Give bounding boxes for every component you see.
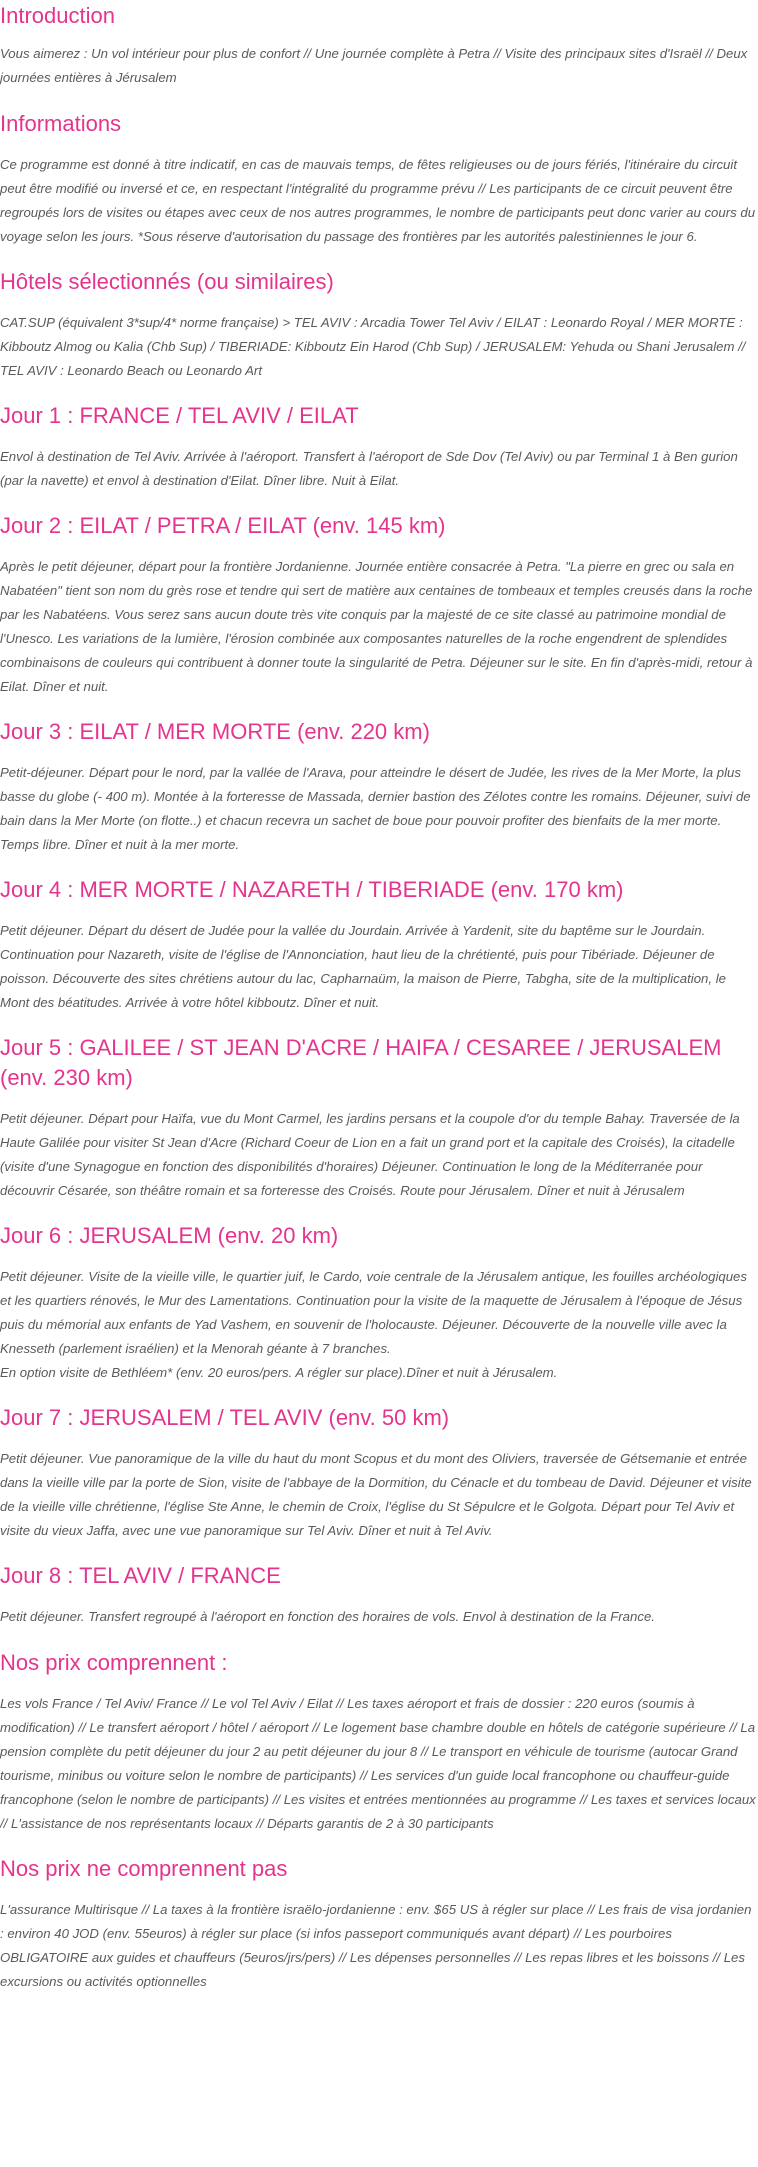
section-title: Jour 1 : FRANCE / TEL AVIV / EILAT <box>0 403 359 428</box>
section-body: Ce programme est donné à titre indicatif, en cas de mauvais temps, de fêtes religieuses ou de jours fériés, l'itinéraire du circuit peut être modifié ou inversé et ce, en respectant l'intégralité du programme prévu // Les participants de ce circuit peuvent être regroupés lors de visites ou étapes avec ceux de nos autres programmes, le nombre de participants peut donc varier au cours du voyage selon les jours. *Sous réserve d'autorisation du passage des frontières par les autorités palestiniennes le jour 6. <box>0 157 756 244</box>
section-body: L'assurance Multirisque // La taxes à la frontière israëlo-jordanienne : env. $65 US à régler sur place // Les frais de visa jordanien : environ 40 JOD (env. 55euros) à régler sur place (si infos passeport communiqués avant départ) // Les pourboires OBLIGATOIRE aux guides et chauffeurs (5euros/jrs/pers) // Les dépenses personnelles // Les repas libres et les boissons // Les excursions ou activités optionnelles <box>0 1902 752 1989</box>
section-day-5 <box>0 1033 758 1203</box>
section-body: Petit déjeuner. Départ du désert de Judée pour la vallée du Jourdain. Arrivée à Yardenit, site du baptême sur le Jourdain. Continuation pour Nazareth, visite de l'église de l'Annonciation, haut lieu de la chrétienté, puis pour Tibériade. Déjeuner de poisson. Découverte des sites chrétiens autour du lac, Capharnaüm, la maison de Pierre, Tabgha, site de la multiplication, le Mont des béatitudes. Arrivée à votre hôtel kibboutz. Dîner et nuit. <box>0 923 726 1010</box>
section-title: Jour 4 : MER MORTE / NAZARETH / TIBERIADE (env. 170 km) <box>0 877 624 902</box>
section-day-8 <box>0 1561 758 1629</box>
section-title: Hôtels sélectionnés (ou similaires) <box>0 269 334 294</box>
section-day-3 <box>0 717 758 857</box>
section-day-6 <box>0 1221 758 1385</box>
section-title: Jour 6 : JERUSALEM (env. 20 km) <box>0 1223 339 1248</box>
section-day-4 <box>0 875 758 1015</box>
section-body: Après le petit déjeuner, départ pour la frontière Jordanienne. Journée entière consacrée à Petra. "La pierre en grec ou sala en Nabatéen" tient son nom du grès rose et tendre qui sert de matière aux centaines de tombeaux et temples creusés dans la roche par les Nabatéens. Vous serez sans aucun doute très vite conquis par la majesté de ce site classé au patrimoine mondial de l'Unesco. Les variations de la lumière, l'érosion combinée aux composantes naturelles de la roche engendrent de splendides combinaisons de couleurs qui contribuent à donner toute la singularité de Petra. Déjeuner sur le site. En fin d'après-midi, retour à Eilat. Dîner et nuit. <box>0 559 753 694</box>
section-title: Jour 5 : GALILEE / ST JEAN D'ACRE / HAIFA / CESAREE / JERUSALEM (env. 230 km) <box>0 1035 722 1090</box>
section-body: Envol à destination de Tel Aviv. Arrivée à l'aéroport. Transfert à l'aéroport de Sde Dov (Tel Aviv) ou par Terminal 1 à Ben gurion (par la navette) et envol à destination d'Eilat. Dîner libre. Nuit à Eilat. <box>0 449 738 488</box>
section-title: Informations <box>0 111 122 136</box>
section-body: Vous aimerez : Un vol intérieur pour plus de confort // Une journée complète à Petra // Visite des principaux sites d'Israël // Deux journées entières à Jérusalem <box>0 46 748 85</box>
section-day-1 <box>0 401 758 493</box>
section-introduction <box>0 0 758 90</box>
section-title: Jour 7 : JERUSALEM / TEL AVIV (env. 50 km) <box>0 1405 450 1430</box>
section-title: Nos prix ne comprennent pas <box>0 1856 288 1881</box>
section-body: Petit déjeuner. Visite de la vieille ville, le quartier juif, le Cardo, voie centrale de la Jérusalem antique, les fouilles archéologiques et les quartiers rénovés, le Mur des Lamentations. Continuation pour la visite de la maquette de Jérusalem à l'époque de Jésus puis du mémorial aux enfants de Yad Vashem, en souvenir de l'holocauste. Déjeuner. Découverte de la nouvelle ville avec la Knesseth (parlement israélien) et la Menorah géante à 7 branches. En option visite de Bethléem* (env. 20 euros/pers. A régler sur place).Dîner et nuit à Jérusalem. <box>0 1269 747 1380</box>
section-informations <box>0 109 758 249</box>
section-body: Petit-déjeuner. Départ pour le nord, par la vallée de l'Arava, pour atteindre le désert de Judée, les rives de la Mer Morte, la plus basse du globe (- 400 m). Montée à la forteresse de Massada, dernier bastion des Zélotes contre les romains. Déjeuner, suivi de bain dans la Mer Morte (on flotte..) et chacun recevra un sachet de boue pour pouvoir profiter des bienfaits de la mer morte. Temps libre. Dîner et nuit à la mer morte. <box>0 765 751 852</box>
section-title: Jour 2 : EILAT / PETRA / EILAT (env. 145 km) <box>0 513 446 538</box>
section-prices-exclude <box>0 1854 758 1994</box>
section-day-7 <box>0 1403 758 1543</box>
section-body: Petit déjeuner. Transfert regroupé à l'aéroport en fonction des horaires de vols. Envol à destination de la France. <box>0 1609 655 1624</box>
section-title: Nos prix comprennent : <box>0 1650 228 1675</box>
section-title: Introduction <box>0 3 115 28</box>
section-day-2 <box>0 511 758 699</box>
section-body: CAT.SUP (équivalent 3*sup/4* norme française) > TEL AVIV : Arcadia Tower Tel Aviv / EILAT : Leonardo Royal / MER MORTE : Kibboutz Almog ou Kalia (Chb Sup) / TIBERIADE: Kibboutz Ein Harod (Chb Sup) / JERUSALEM: Yehuda ou Shani Jerusalem // TEL AVIV : Leonardo Beach ou Leonardo Art <box>0 315 746 378</box>
section-body: Petit déjeuner. Départ pour Haïfa, vue du Mont Carmel, les jardins persans et la coupole d'or du temple Bahay. Traversée de la Haute Galilée pour visiter St Jean d'Acre (Richard Coeur de Lion en a fait un grand port et la capitale des Croisés), la citadelle (visite d'une Synagogue en fonction des disponibilités d'horaires) Déjeuner. Continuation le long de la Méditerranée pour découvrir Césarée, son théâtre romain et sa forteresse des Croisés. Route pour Jérusalem. Dîner et nuit à Jérusalem <box>0 1111 740 1198</box>
section-title: Jour 8 : TEL AVIV / FRANCE <box>0 1563 281 1588</box>
section-prices-include <box>0 1648 758 1836</box>
section-body: Les vols France / Tel Aviv/ France // Le vol Tel Aviv / Eilat // Les taxes aéroport et frais de dossier : 220 euros (soumis à modification) // Le transfert aéroport / hôtel / aéroport // Le logement base chambre double en hôtels de catégorie supérieure // La pension complète du petit déjeuner du jour 2 au petit déjeuner du jour 8 // Le transport en véhicule de tourisme (autocar Grand tourisme, minibus ou voiture selon le nombre de participants) // Les services d'un guide local francophone ou chauffeur-guide francophone (selon le nombre de participants) // Les visites et entrées mentionnées au programme // Les taxes et services locaux // L'assistance de nos représentants locaux // Départs garantis de 2 à 30 participants <box>0 1696 756 1831</box>
section-body: Petit déjeuner. Vue panoramique de la ville du haut du mont Scopus et du mont des Oliviers, traversée de Gétsemanie et entrée dans la vieille ville par la porte de Sion, visite de l'abbaye de la Dormition, du Cénacle et du tombeau de David. Déjeuner et visite de la vieille ville chrétienne, l'église Ste Anne, le chemin de Croix, l'église du St Sépulcre et le Golgota. Départ pour Tel Aviv et visite du vieux Jaffa, avec une vue panoramique sur Tel Aviv. Dîner et nuit à Tel Aviv. <box>0 1451 752 1538</box>
section-title: Jour 3 : EILAT / MER MORTE (env. 220 km) <box>0 719 430 744</box>
section-hotels <box>0 267 758 383</box>
